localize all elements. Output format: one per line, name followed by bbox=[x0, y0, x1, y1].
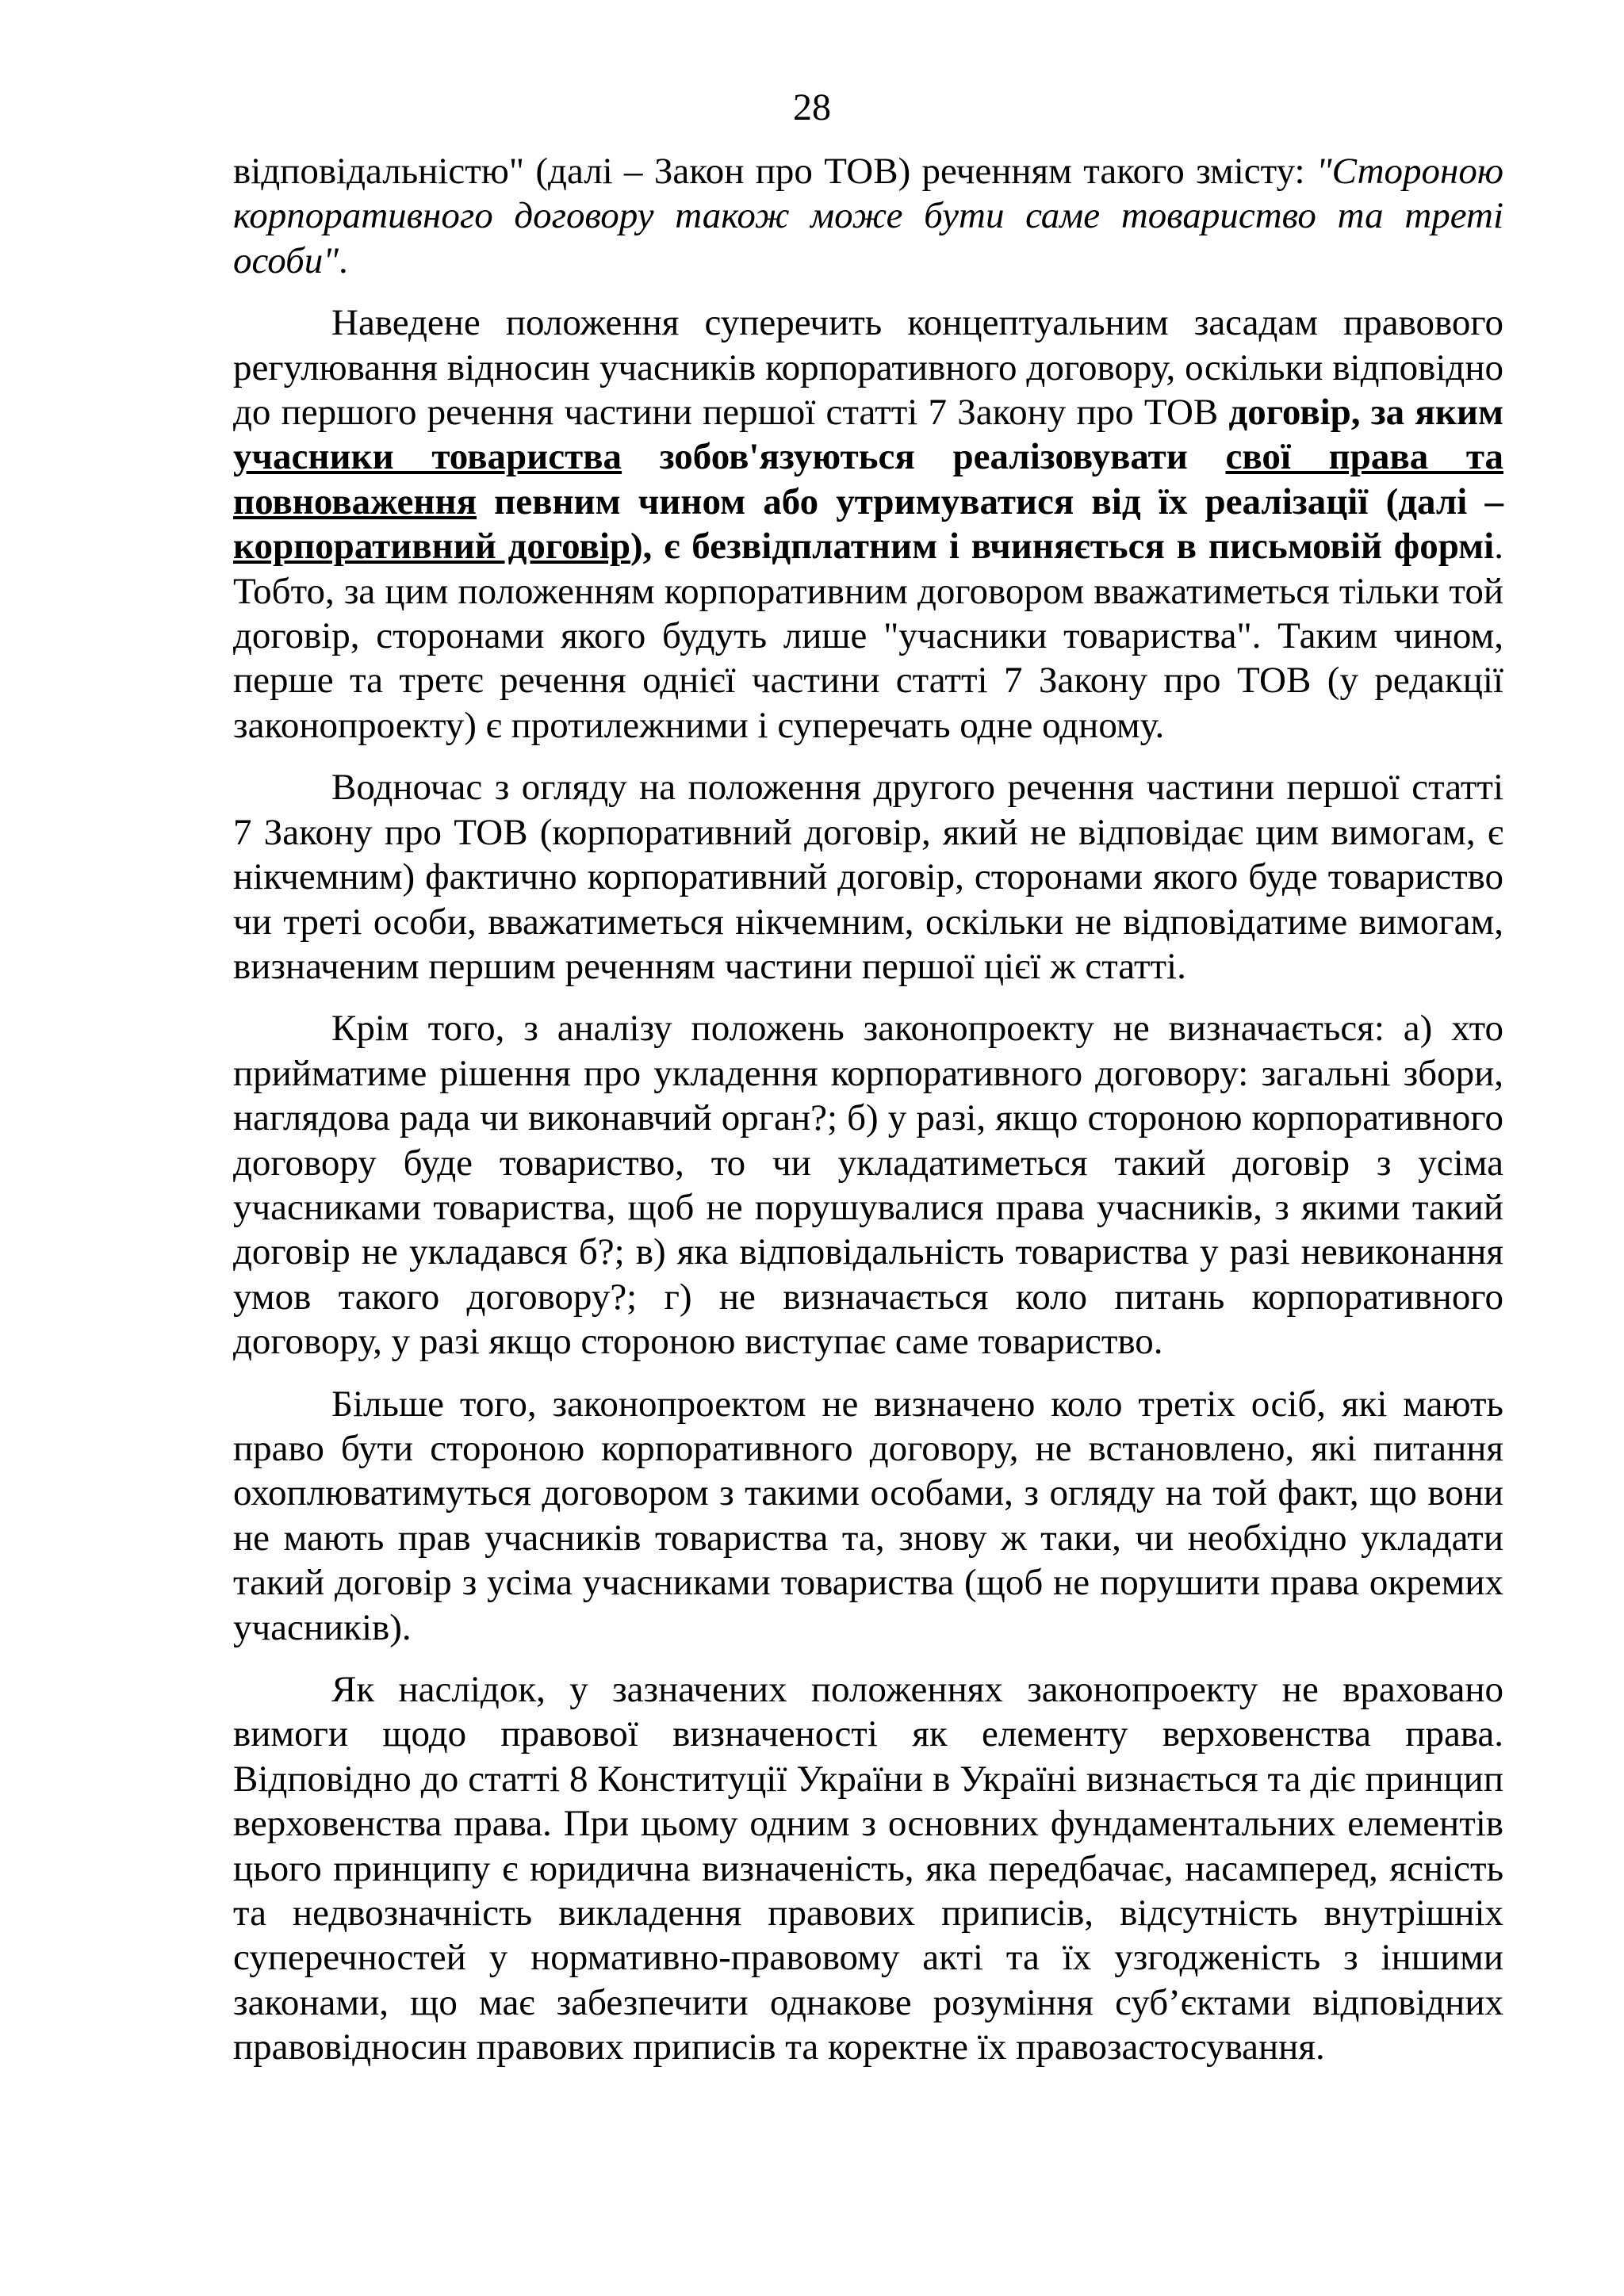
paragraph-2-rest: . Тобто, за цим положенням корпоративним договором вважатиметься тільки той договір, сторонами якого будуть лише "учасники товариства". Таким чином, перше та третє речення однієї частини статті 7 Закону про ТОВ (у редакції законопроекту) є протилежними і суперечать одне одному. bbox=[233, 526, 1503, 746]
paragraph-1 bbox=[233, 149, 1503, 283]
quote-underlined-agreement: корпоративний договір bbox=[233, 526, 631, 568]
paragraph-6: Як наслідок, у зазначених положеннях законопроекту не враховано вимоги щодо правової визначеності як елементу верховенства права. Відповідно до статті 8 Конституції України в Україні визнається та діє принцип верховенства права. При цьому одним з основних фундаментальних елементів цього принципу є юридична визначеність, яка передбачає, насамперед, ясність та недвозначність викладення правових приписів, відсутність внутрішніх суперечностей у нормативно-правовому акті та їх узгодженість з іншими законами, що має забезпечити однакове розуміння суб’єктами відповідних правовідносин правових приписів та коректне їх правозастосування. bbox=[233, 1669, 1503, 2068]
quote-underlined-rights: свої права та повноваження bbox=[233, 436, 1503, 522]
quote-bold-4: ), є безвідплатним і вчиняється в письмовій формі bbox=[630, 526, 1495, 568]
page-number: 28 bbox=[793, 86, 831, 128]
quote-bold-1: договір, за яким bbox=[1228, 392, 1503, 434]
paragraph-1-text: відповідальністю" (далі – Закон про ТОВ) реченням такого змісту: bbox=[233, 151, 1316, 192]
paragraph-4: Крім того, з аналізу положень законопроекту не визначається: а) хто прийматиме рішення про укладення корпоративного договору: загальні збори, наглядова рада чи виконавчий орган?; б) у разі, якщо стороною корпоративного договору буде товариство, то чи укладатиметься такий договір з усіма учасниками товариства, щоб не порушувалися права учасників, з якими такий договір не укладався б?; в) яка відповідальність товариства у разі невиконання умов такого договору?; г) не визначається коло питань корпоративного договору, у разі якщо стороною виступає саме товариство. bbox=[233, 1008, 1503, 1363]
quote-bold-3: певним чином або утримуватися від їх реалізації (далі – bbox=[477, 480, 1503, 522]
paragraph-2-intro: Наведене положення суперечить концептуальним засадам правового регулювання відносин учасників корпоративного договору, оскільки відповідно до першого речення частини першої статті 7 Закону про ТОВ bbox=[233, 302, 1503, 434]
paragraph-1-end: . bbox=[338, 239, 348, 281]
paragraph-5: Більше того, законопроектом не визначено коло третіх осіб, які мають право бути стороною корпоративного договору, не встановлено, які питання охоплюватимуться договором з такими особами, з огляду на той факт, що вони не мають прав учасників товариства та, знову ж таки, чи необхідно укладати такий договір з усіма учасниками товариства (щоб не порушити права окремих учасників). bbox=[233, 1383, 1503, 1648]
paragraph-2 bbox=[233, 300, 1503, 748]
paragraph-3: Водночас з огляду на положення другого речення частини першої статті 7 Закону про ТОВ (корпоративний договір, який не відповідає цим вимогам, є нікчемним) фактично корпоративний договір, сторонами якого буде товариство чи треті особи, вважатиметься нікчемним, оскільки не відповідатиме вимогам, визначеним першим реченням частини першої цієї ж статті. bbox=[233, 767, 1503, 987]
document-body bbox=[233, 149, 1503, 2087]
quote-bold-2: зобов'язуються реалізовувати bbox=[622, 436, 1226, 478]
quote-underlined-participants: учасники товариства bbox=[233, 436, 622, 478]
quoted-provision: "Стороною корпоративного договору також може бути саме товариство та треті особи" bbox=[233, 151, 1503, 281]
